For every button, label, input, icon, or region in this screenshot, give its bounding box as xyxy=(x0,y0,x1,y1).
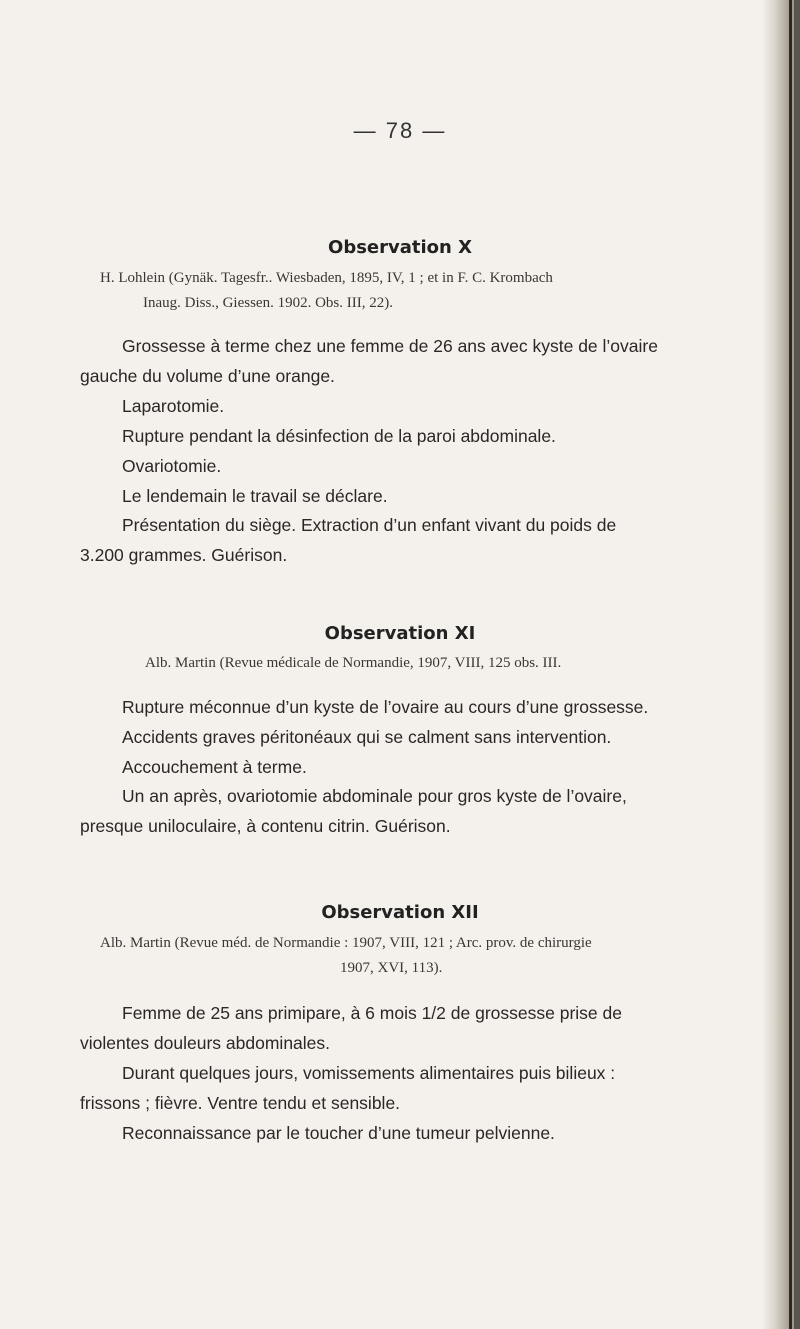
body-line: frissons ; fièvre. Ventre tendu et sensible. xyxy=(80,1093,401,1113)
reference-line: Inaug. Diss., Giessen. 1902. Obs. III, 22). xyxy=(143,295,393,311)
body-line: gauche du volume d’une orange. xyxy=(80,366,335,386)
body-line: Le lendemain le travail se déclare. xyxy=(122,486,388,506)
body-line: violentes douleurs abdominales. xyxy=(80,1033,331,1053)
body-line: presque uniloculaire, à contenu citrin. Guérison. xyxy=(80,816,451,836)
body-line: Rupture pendant la désinfection de la paroi abdominale. xyxy=(122,426,556,446)
body-line: Durant quelques jours, vomissements alimentaires puis bilieux : xyxy=(122,1063,616,1083)
body-line: Laparotomie. xyxy=(122,396,225,416)
book-spine-line xyxy=(789,0,792,1329)
body-line: Rupture méconnue d’un kyste de l’ovaire au cours d’une grossesse. xyxy=(122,697,649,717)
observation-heading: Observation XII xyxy=(321,902,479,923)
body-line: Grossesse à terme chez une femme de 26 ans avec kyste de l’ovaire xyxy=(122,336,658,356)
reference-line: Alb. Martin (Revue médicale de Normandie, 1907, VIII, 125 obs. III. xyxy=(145,655,562,671)
body-line: Accidents graves péritonéaux qui se calment sans intervention. xyxy=(122,727,612,747)
observation-heading: Observation X xyxy=(328,237,472,258)
body-line: 3.200 grammes. Guérison. xyxy=(80,545,288,565)
body-line: Ovariotomie. xyxy=(122,456,222,476)
observation-heading: Observation XI xyxy=(324,623,476,644)
reference-line: 1907, XVI, 113). xyxy=(340,960,443,976)
body-line: Accouchement à terme. xyxy=(122,757,307,777)
page-number: — 78 — xyxy=(353,118,447,143)
book-spine-edge xyxy=(794,0,800,1329)
body-line: Un an après, ovariotomie abdominale pour gros kyste de l’ovaire, xyxy=(122,786,627,806)
reference-line: Alb. Martin (Revue méd. de Normandie : 1907, VIII, 121 ; Arc. prov. de chirurgie xyxy=(100,935,592,951)
body-line: Femme de 25 ans primipare, à 6 mois 1/2 de grossesse prise de xyxy=(122,1003,622,1023)
body-line: Présentation du siège. Extraction d’un enfant vivant du poids de xyxy=(122,515,617,535)
reference-line: H. Lohlein (Gynäk. Tagesfr.. Wiesbaden, 1895, IV, 1 ; et in F. C. Krombach xyxy=(100,270,553,286)
body-line: Reconnaissance par le toucher d’une tumeur pelvienne. xyxy=(122,1123,555,1143)
